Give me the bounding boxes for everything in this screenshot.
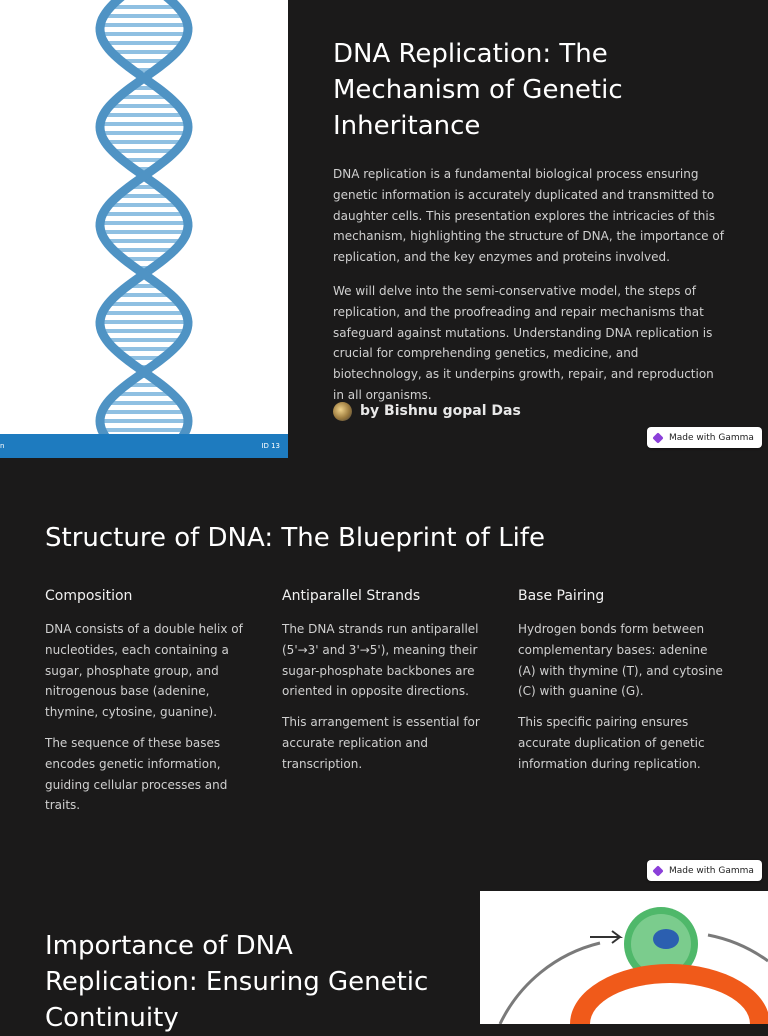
column-paragraph: This arrangement is essential for accurate replication and transcription. [282,715,480,771]
nucleus-icon [653,929,679,949]
helix-strand [100,0,188,434]
column-antiparallel-strands [282,586,487,785]
gamma-logo-icon [652,865,663,876]
cycle-arrow-right [708,935,768,961]
dna-helix-image [0,0,288,458]
column-paragraph: Hydrogen bonds form between complementary bases: adenine (A) with thymine (T), and cytosine (C) with guanine (G). [518,622,723,699]
badge-label: Made with Gamma [669,432,754,443]
image-footer-id: ID 13 [261,442,280,450]
column-base-pairing [518,586,723,785]
badge-label: Made with Gamma [669,865,754,876]
section-title: Structure of DNA: The Blueprint of Life [45,523,546,553]
made-with-gamma-button[interactable] [647,427,762,448]
gamma-logo-icon [652,432,663,443]
made-with-gamma-button[interactable] [647,860,762,881]
slide-title: DNA Replication: The Mechanism of Genetic Inheritance [333,39,623,141]
image-footer-bar [0,434,288,458]
dna-replication-image [480,891,768,1024]
column-heading: Antiparallel Strands [282,588,421,604]
avatar [333,402,352,421]
author-name: by Bishnu gopal Das [360,403,521,419]
column-composition [45,586,250,826]
dna-replication-illustration [480,891,768,1024]
column-paragraph: This specific pairing ensures accurate duplication of genetic information during replication. [518,715,705,771]
overview-paragraph: We will delve into the semi-conservative model, the steps of replication, and the proofreading and repair mechanisms that safeguard against mutations. Understanding DNA replication is crucial for comprehending genetics, medicine, and biotechnology, as it underpins growth, repair, and reproduction in all organisms. [333,284,714,402]
dna-helix-illustration [0,0,288,434]
author-byline [333,400,521,422]
intro-paragraph: DNA replication is a fundamental biological process ensuring genetic information is accurately duplicated and transmitted to daughter cells. This presentation explores the intricacies of this mechanism, highlighting the structure of DNA, the importance of replication, and the key enzymes and proteins involved. [333,167,724,265]
column-paragraph: The DNA strands run antiparallel (5'→3' and 3'→5'), meaning their sugar-phosphate backbones are oriented in opposite directions. [282,622,479,699]
column-paragraph: The sequence of these bases encodes genetic information, guiding cellular processes and traits. [45,735,228,813]
column-heading: Base Pairing [518,588,605,604]
column-paragraph: DNA consists of a double helix of nucleotides, each containing a sugar, phosphate group, and nitrogenous base (adenine, thymine, cytosine, guanine). [45,622,243,720]
column-heading: Composition [45,588,133,604]
replication-label: DNA Replication [611,1002,721,1016]
arrow-icon [590,931,620,943]
section-title: Importance of DNA Replication: Ensuring Genetic Continuity [45,931,429,1033]
image-footer-left: n [0,442,5,450]
